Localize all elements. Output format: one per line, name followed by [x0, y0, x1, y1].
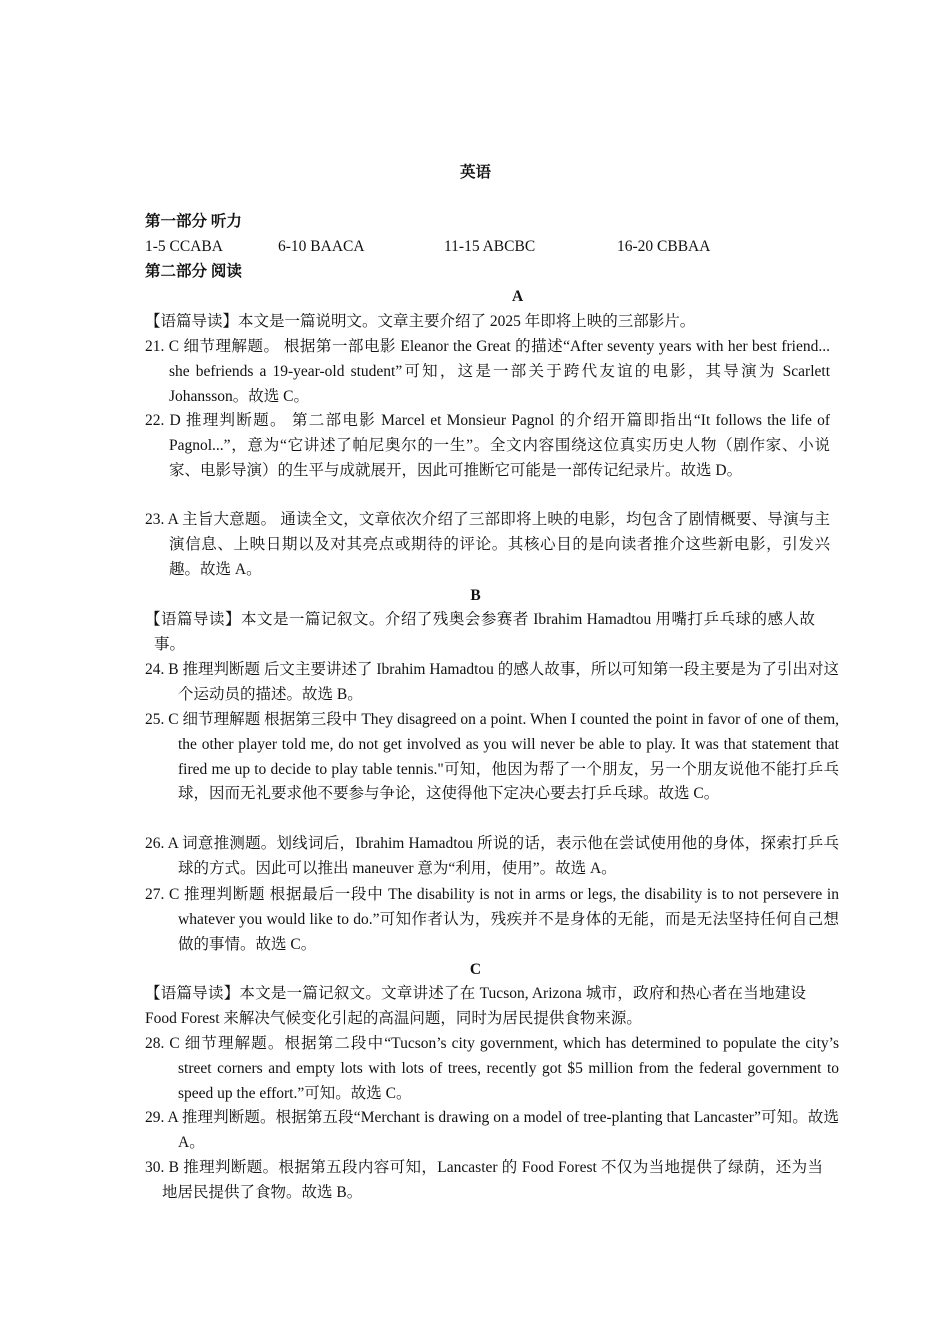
section-c-label: C	[469, 961, 482, 978]
question-21: 21. C 细节理解题。 根据第一部电影 Eleanor the Great 的描述“After seventy years with her best friend... she befriends a 19-year-old student”可知，这是一部关于跨代友谊的电影，其导演为 Scarlett Johansson。故选 C。	[145, 338, 830, 405]
listening-answers-16-20: 16-20 CBBAA	[617, 238, 711, 255]
section-c-intro: 【语篇导读】本文是一篇记叙文。文章讲述了在 Tucson, Arizona 城市，政府和热心者在当地建设 Food Forest 来解决气候变化引起的高温问题，同时为居民提供食物来源。	[145, 985, 806, 1027]
question-23: 23. A 主旨大意题。 通读全文，文章依次介绍了三部即将上映的电影，均包含了剧情概要、导演与主演信息、上映日期以及对其亮点或期待的评论。其核心目的是向读者推介这些新电影，引发兴趣。故选 A。	[145, 511, 830, 578]
question-25: 25. C 细节理解题 根据第三段中 They disagreed on a point. When I counted the point in favor of one of them, the other player told me, do not get involved as you will never be able to play. It was that statement that fired me up to decide to play table tennis."可知，他因为帮了一个朋友，另一个朋友说他不能打乒乓球，因而无礼要求他不要参与争论，这使得他下定决心要去打乒乓球。故选 C。	[145, 711, 839, 803]
question-29: 29. A 推理判断题。根据第五段“Merchant is drawing on a model of tree-planting that Lancaster”可知。故选 A。	[145, 1109, 839, 1151]
question-22: 22. D 推理判断题。 第二部电影 Marcel et Monsieur Pagnol 的介绍开篇即指出“It follows the life of Pagnol...”，意为“它讲述了帕尼奥尔的一生”。全文内容围绕这位真实历史人物（剧作家、小说家、电影导演）的生平与成就展开，因此可推断它可能是一部传记纪录片。故选 D。	[145, 412, 830, 479]
question-26: 26. A 词意推测题。划线词后，Ibrahim Hamadtou 所说的话，表示他在尝试使用他的身体，探索打乒乓球的方式。因此可以推出 maneuver 意为“利用，使用”。故选 A。	[145, 835, 839, 877]
listening-answers-1-5: 1-5 CCABA	[145, 238, 223, 255]
page-title: 英语	[459, 164, 491, 181]
section-b-intro: 【语篇导读】本文是一篇记叙文。介绍了残奥会参赛者 Ibrahim Hamadtou 用嘴打乒乓球的感人故事。	[145, 611, 815, 653]
section-a-intro: 【语篇导读】本文是一篇说明文。文章主要介绍了 2025 年即将上映的三部影片。	[145, 313, 696, 330]
listening-answers-11-15: 11-15 ABCBC	[444, 238, 536, 255]
question-30: 30. B 推理判断题。根据第五段内容可知，Lancaster 的 Food Forest 不仅为当地提供了绿荫，还为当地居民提供了食物。故选 B。	[145, 1159, 823, 1201]
part2-heading: 第二部分 阅读	[145, 263, 242, 280]
part1-heading: 第一部分 听力	[145, 213, 242, 230]
question-27: 27. C 推理判断题 根据最后一段中 The disability is not in arms or legs, the disability is to not persevere in whatever you would like to do.”可知作者认为，残疾并不是身体的无能，而是无法坚持任何自己想做的事情。故选 C。	[145, 886, 839, 953]
listening-answers-6-10: 6-10 BAACA	[278, 238, 365, 255]
section-a-label: A	[512, 288, 524, 305]
section-b-label: B	[470, 587, 481, 604]
question-28: 28. C 细节理解题。根据第二段中“Tucson’s city government, which has determined to populate the city’s street corners and empty lots with lots of trees, recently got $5 million from the federal government to speed up the effort.”可知。故选 C。	[145, 1035, 839, 1102]
question-24: 24. B 推理判断题 后文主要讲述了 Ibrahim Hamadtou 的感人故事，所以可知第一段主要是为了引出对这个运动员的描述。故选 B。	[145, 661, 839, 703]
